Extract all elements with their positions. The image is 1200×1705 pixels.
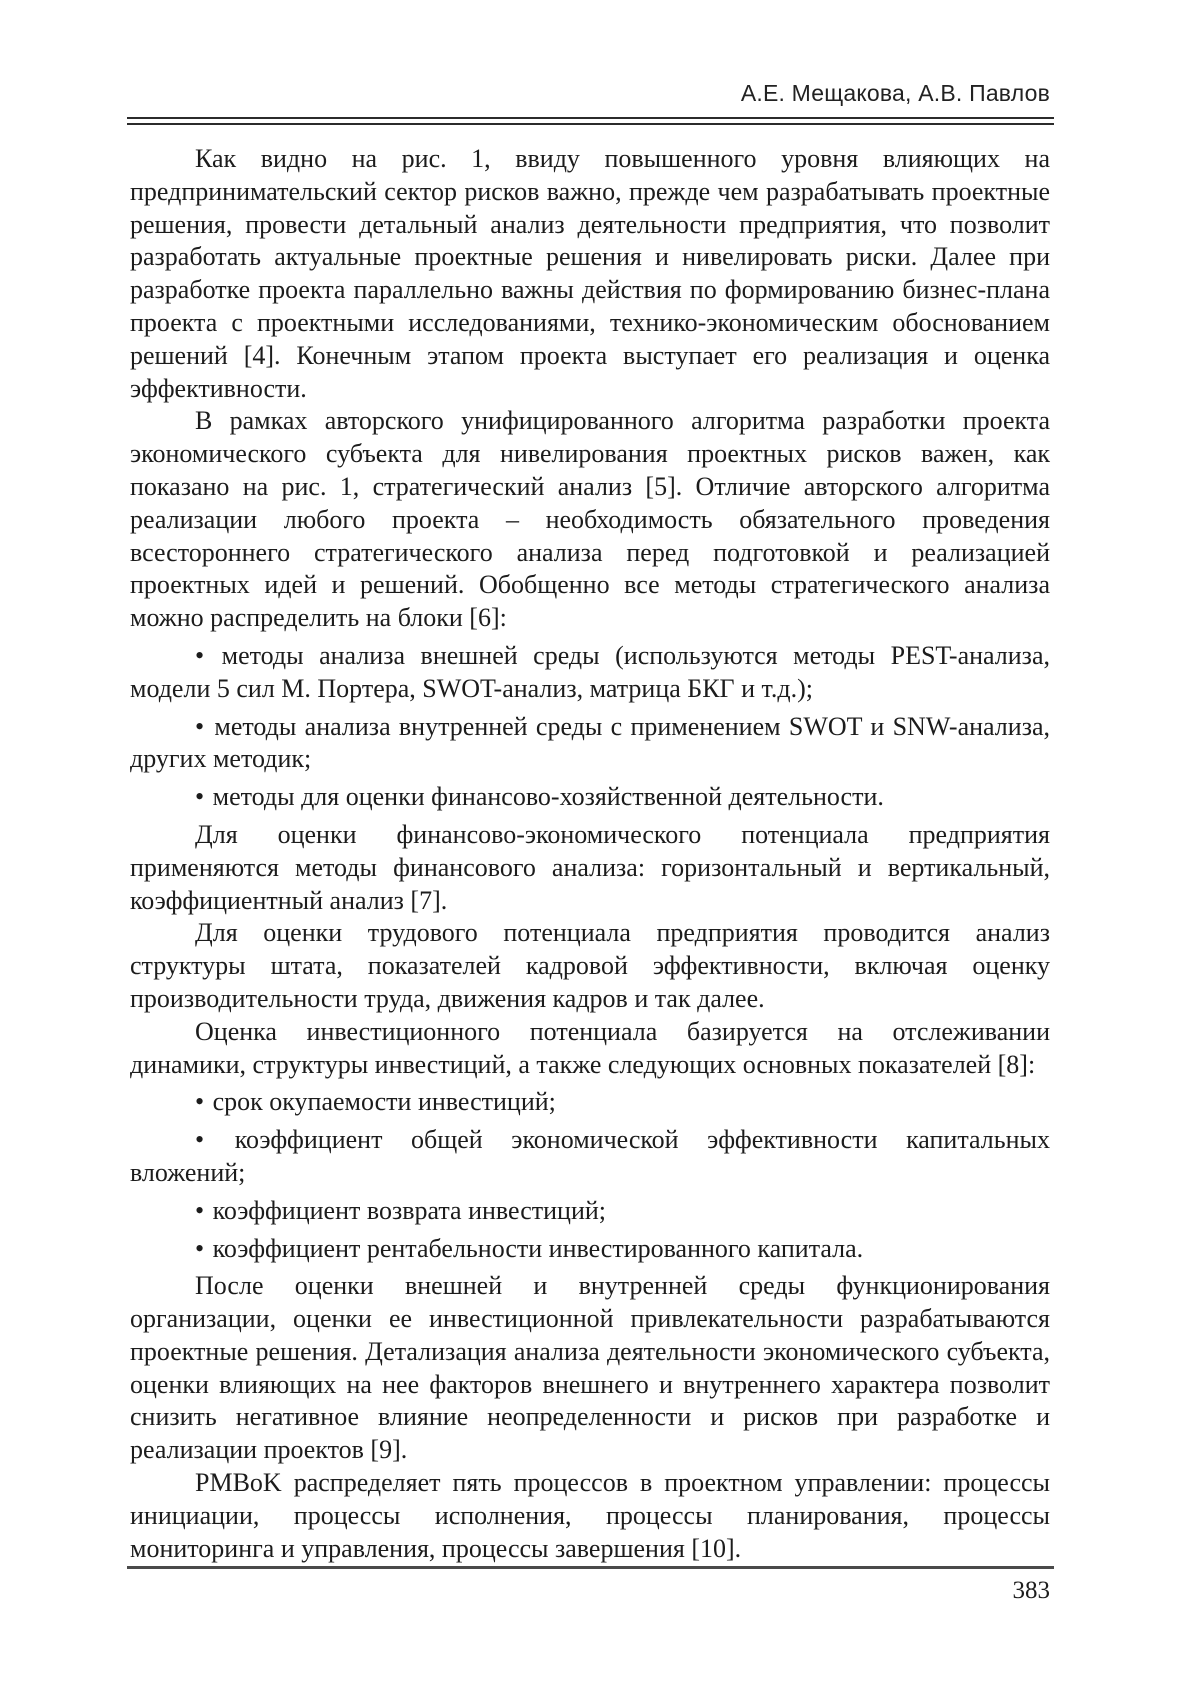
bullet-marker: • xyxy=(195,1125,205,1155)
body-text xyxy=(130,143,1050,1565)
bullet-marker: • xyxy=(195,1087,205,1117)
bullet-text: коэффициент рентабельности инвестированного капитала. xyxy=(212,1233,864,1263)
paragraph: Для оценки финансово-экономического потенциала предприятия применяются методы финансового анализа: горизонтальный и вертикальный, коэффициентный анализ [7]. xyxy=(130,819,1050,915)
header-authors: А.Е. Мещакова, А.В. Павлов xyxy=(740,80,1050,106)
bullet-marker: • xyxy=(195,1195,205,1225)
paragraph: Для оценки трудового потенциала предприятия проводится анализ структуры штата, показателей кадровой эффективности, включая оценку производительности труда, движения кадров и так далее. xyxy=(130,918,1050,1013)
bullet-text: методы анализа внутренней среды с применением SWOT и SNW-анализа, других методик; xyxy=(130,711,1051,774)
bullet-marker: • xyxy=(195,640,205,670)
bullet-text: коэффициент общей экономической эффективности капитальных вложений; xyxy=(130,1125,1050,1187)
bullet-item xyxy=(130,640,1050,706)
bullet-text: методы анализа внешней среды (используются методы PEST-анализа, модели 5 сил М. Портера, SWOT-анализ, матрица БКГ и т.д.); xyxy=(130,640,1050,703)
bullet-item xyxy=(130,1124,1050,1190)
header-double-rule xyxy=(127,117,1054,125)
paragraph: В рамках авторского унифицированного алгоритма разработки проекта экономического субъекта для нивелирования проектных рисков важен, как показано на рис. 1, стратегический анализ [5]. Отличие авторского алгоритма реализации любого проекта – необходимость обязательного проведения всестороннего стратегического анализа перед подготовкой и реализацией проектных идей и решений. Обобщенно все методы стратегического анализа можно распределить на блоки [6]: xyxy=(130,406,1050,633)
bullet-item xyxy=(130,1086,1050,1119)
bullet-item xyxy=(130,781,1050,814)
paragraph: Оценка инвестиционного потенциала базируется на отслеживании динамики, структуры инвестиций, а также следующих основных показателей [8]: xyxy=(130,1016,1050,1079)
bullet-item xyxy=(130,711,1050,777)
bullet-item xyxy=(130,1233,1050,1266)
bullet-text: срок окупаемости инвестиций; xyxy=(212,1087,556,1117)
page-number: 383 xyxy=(1012,1577,1050,1604)
bullet-marker: • xyxy=(195,711,205,741)
bullet-marker: • xyxy=(195,1233,205,1263)
bullet-text: коэффициент возврата инвестиций; xyxy=(212,1195,606,1225)
paragraph: PMBoK распределяет пять процессов в проектном управлении: процессы инициации, процессы исполнения, процессы планирования, процессы мониторинга и управления, процессы завершения [10]. xyxy=(130,1468,1050,1563)
paragraph: После оценки внешней и внутренней среды функционирования организации, оценки ее инвестиционной привлекательности разрабатываются проектные решения. Детализация анализа деятельности экономического субъекта, оценки влияющих на нее факторов внешнего и внутреннего характера позволит снизить негативное влияние неопределенности и рисков при разработке и реализации проектов [9]. xyxy=(130,1271,1050,1465)
footer-rule xyxy=(127,1566,1054,1569)
paragraph: Как видно на рис. 1, ввиду повышенного уровня влияющих на предпринимательский сектор рисков важно, прежде чем разрабатывать проектные решения, провести детальный анализ деятельности предприятия, что позволит разработать актуальные проектные решения и нивелировать риски. Далее при разработке проекта параллельно важны действия по формированию бизнес-плана проекта с проектными исследованиями, технико-экономическим обоснованием решений [4]. Конечным этапом проекта выступает его реализация и оценка эффективности. xyxy=(130,144,1050,403)
bullet-text: методы для оценки финансово-хозяйственной деятельности. xyxy=(212,782,884,812)
bullet-item xyxy=(130,1195,1050,1228)
bullet-marker: • xyxy=(195,782,205,812)
